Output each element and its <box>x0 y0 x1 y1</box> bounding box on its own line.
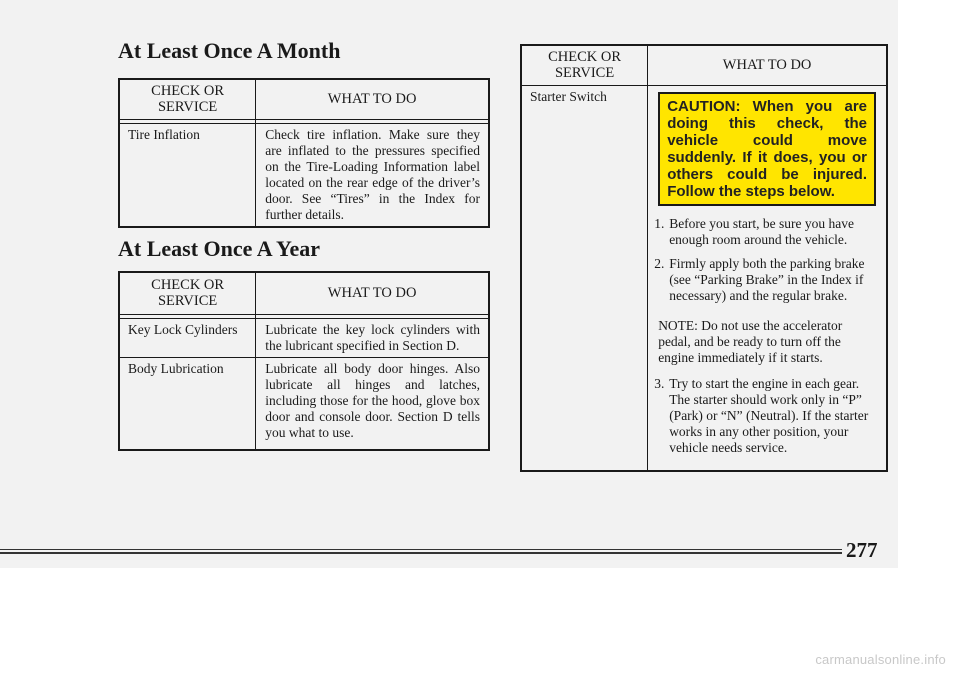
check-or-service-header: CHECK OR SERVICE <box>119 79 256 119</box>
service-instruction: Check tire inflation. Make sure they are inflated to the pressures specified on the Tire-Loading Information label located on the rear edge of the driver’s door. See “Tires” in the Index for further details. <box>256 123 489 227</box>
table-row <box>119 123 489 227</box>
yearly-section-title: At Least Once A Year <box>118 236 321 261</box>
caution-box: CAUTION: When you are doing this check, the vehicle could move suddenly. If it does, you or others could be injured. Follow the steps below. <box>658 92 876 206</box>
steps-list <box>648 374 886 470</box>
list-item <box>654 376 882 456</box>
check-or-service-header: CHECK OR SERVICE <box>521 45 648 85</box>
note-text: NOTE: Do not use the accelerator pedal, and be ready to turn off the engine immediately if it starts. <box>658 317 843 365</box>
table-row <box>521 85 887 471</box>
step-text: Try to start the engine in each gear. The starter should work only in “P” (Park) or “N” (Neutral). If the starter works in any other position, your vehicle needs service. <box>669 375 869 455</box>
what-to-do-header: WHAT TO DO <box>648 45 887 85</box>
step-number: 3. <box>654 375 665 391</box>
list-item <box>654 216 882 248</box>
monthly-section-title: At Least Once A Month <box>118 38 341 63</box>
service-item: Starter Switch <box>521 85 648 471</box>
table-row <box>119 357 489 450</box>
starter-instructions <box>648 85 887 471</box>
starter-switch-table <box>520 44 888 472</box>
yearly-maintenance-table <box>118 271 490 451</box>
service-item: Tire Inflation <box>119 123 256 227</box>
what-to-do-header: WHAT TO DO <box>256 272 489 314</box>
service-item: Key Lock Cylinders <box>119 318 256 357</box>
footer-rule-thin <box>0 549 842 550</box>
service-item: Body Lubrication <box>119 357 256 450</box>
step-number: 1. <box>654 215 665 231</box>
steps-list <box>648 206 886 318</box>
step-text: Before you start, be sure you have enough room around the vehicle. <box>669 215 855 247</box>
monthly-maintenance-table <box>118 78 490 228</box>
service-instruction: Lubricate the key lock cylinders with the lubricant specified in Section D. <box>256 318 489 357</box>
watermark: carmanualsonline.info <box>815 652 946 667</box>
page-number: 277 <box>846 538 878 562</box>
what-to-do-header: WHAT TO DO <box>256 79 489 119</box>
service-instruction: Lubricate all body door hinges. Also lubricate all hinges and latches, including those for the hood, glove box door and console door. Section D tells you what to use. <box>256 357 489 450</box>
step-text: Firmly apply both the parking brake (see “Parking Brake” in the Index if necessary) and the regular brake. <box>669 255 865 303</box>
step-number: 2. <box>654 255 665 271</box>
list-item <box>654 256 882 304</box>
table-row <box>119 318 489 357</box>
footer-rule-thick <box>0 552 842 554</box>
check-or-service-header: CHECK OR SERVICE <box>119 272 256 314</box>
